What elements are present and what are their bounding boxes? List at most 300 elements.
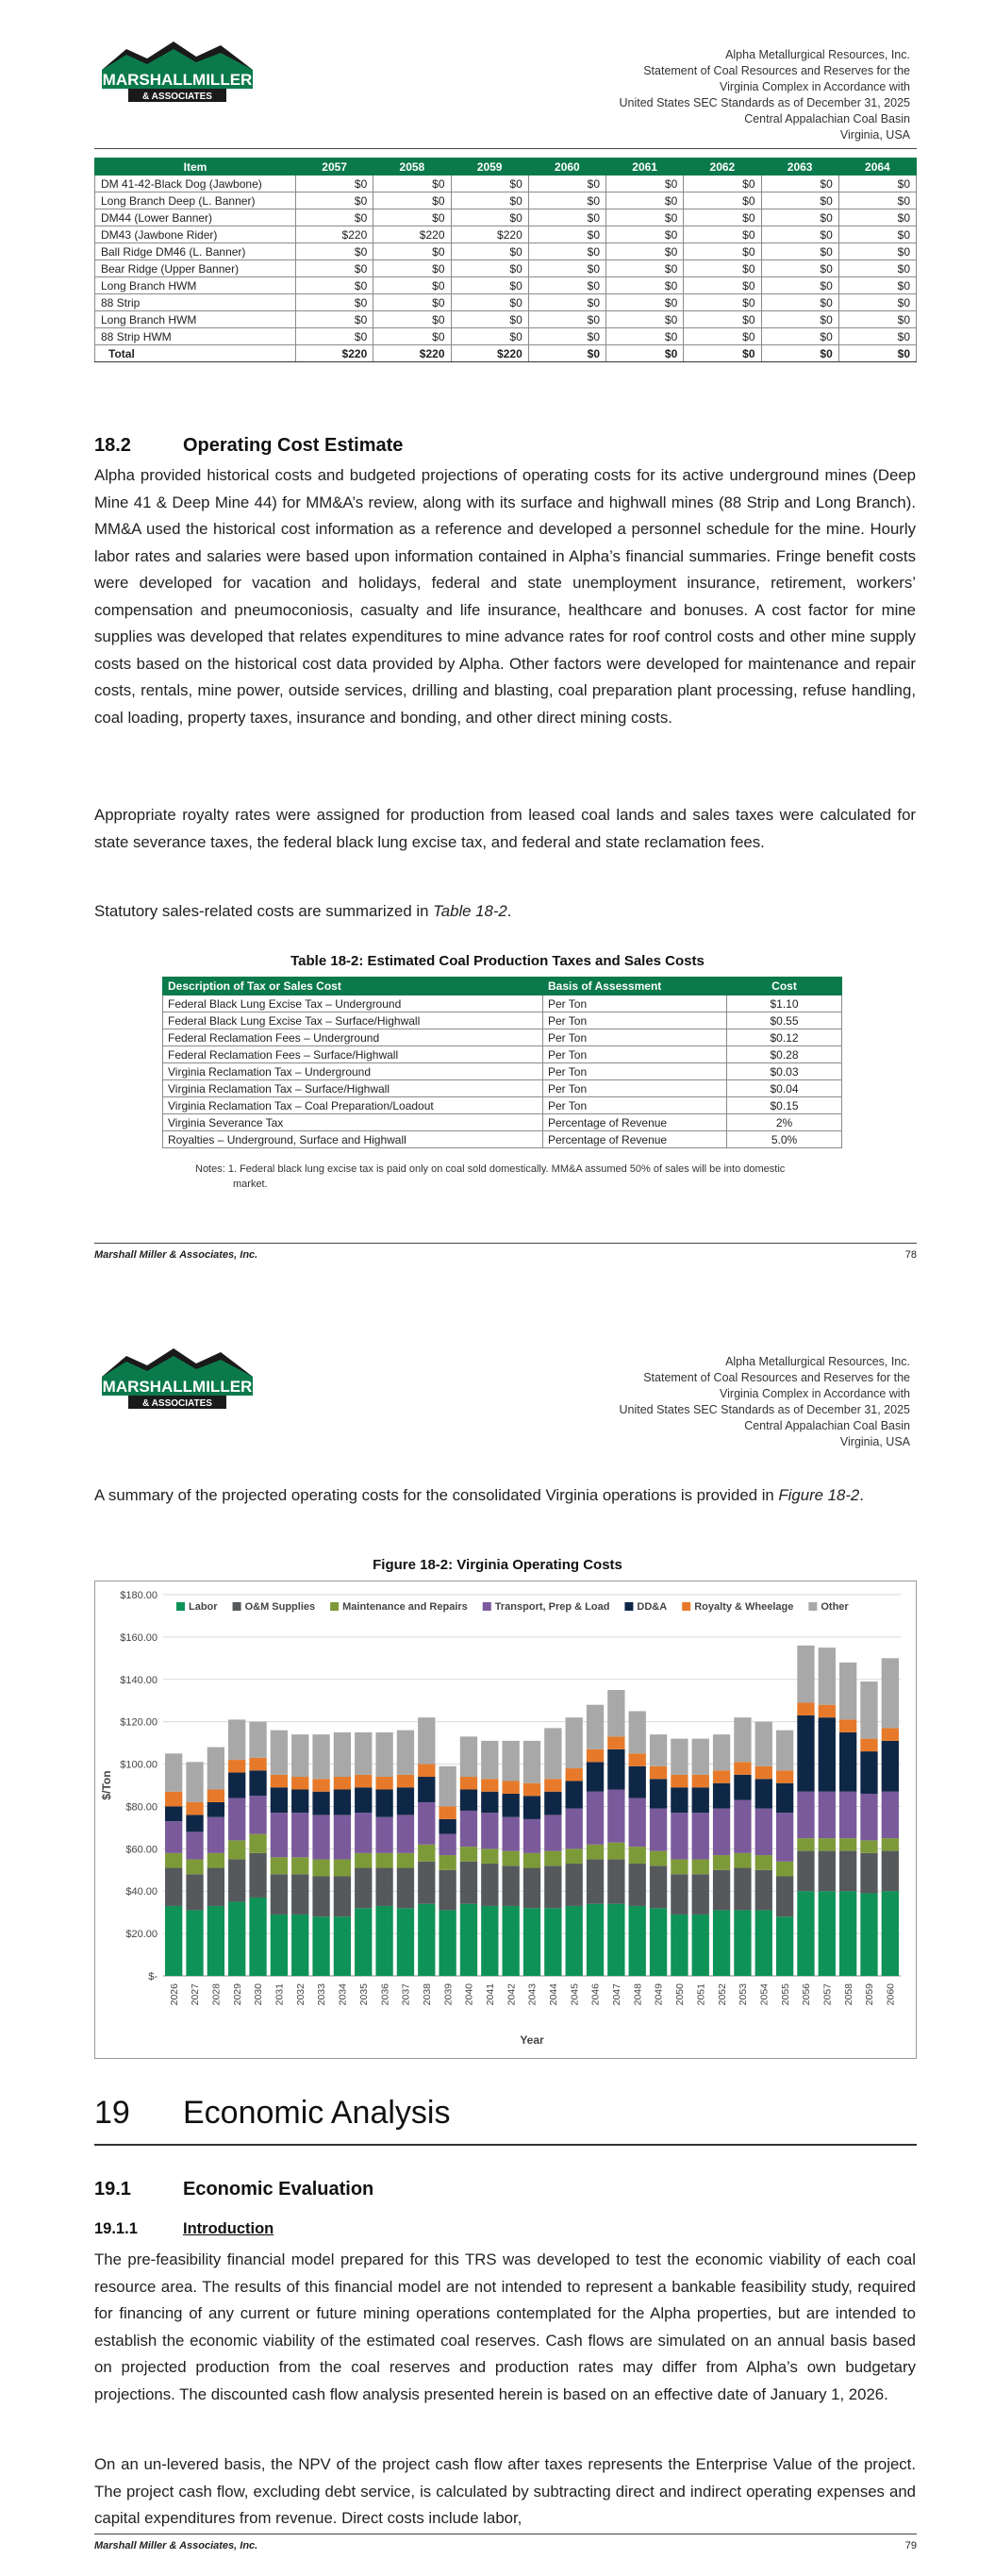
bar-segment [566, 1768, 583, 1781]
section-heading-19-1-1 [94, 2220, 274, 2238]
table-cell: $0 [296, 176, 373, 192]
column-header: 2061 [606, 159, 684, 176]
bar-segment [692, 1739, 709, 1775]
bar-segment [228, 1773, 245, 1798]
section-heading-18-2 [94, 435, 403, 457]
table-cell: Federal Reclamation Fees – Surface/Highwall [163, 1046, 543, 1063]
table-cell: $0 [684, 176, 761, 192]
bar-segment [249, 1898, 266, 1976]
page-number: 79 [904, 2540, 917, 2551]
bar-segment [734, 1775, 751, 1800]
header-line: United States SEC Standards as of December 31, 2025 [619, 1403, 910, 1416]
bar-segment [207, 1817, 224, 1853]
table-cell: $0 [528, 176, 605, 192]
paragraph [94, 898, 916, 926]
x-tick-label: 2051 [695, 1983, 707, 2006]
bar-segment [882, 1728, 899, 1740]
bar-segment [692, 1874, 709, 1915]
table-cell: $0 [761, 226, 838, 243]
bar-segment [439, 1870, 456, 1911]
table-cell: $0 [451, 294, 528, 311]
bar-segment [544, 1865, 561, 1908]
bar-segment [312, 1916, 329, 1976]
bar-segment [271, 1915, 288, 1976]
bar-segment [587, 1792, 604, 1845]
table-cell: $0.03 [727, 1063, 842, 1080]
x-tick-label: 2043 [526, 1983, 539, 2006]
bar-segment [502, 1741, 519, 1781]
table-cell: $0 [761, 294, 838, 311]
bar-segment [228, 1798, 245, 1840]
bar-segment [460, 1789, 477, 1810]
table-row [163, 1114, 842, 1131]
table-cell: $0 [451, 192, 528, 209]
table-cell: DM 41-42-Black Dog (Jawbone) [95, 176, 296, 192]
bar-segment [776, 1862, 793, 1877]
bar-segment [523, 1868, 540, 1909]
table-cell: $0 [528, 311, 605, 328]
bar-segment [523, 1819, 540, 1853]
bar-segment [755, 1870, 772, 1911]
paragraph: On an un-levered basis, the NPV of the project cash flow after taxes represents the Enterprise Value of the project. The project cash flow, excluding debt service, is calculated by subtracting direct and indirect operating expenses and capital expenditures from revenue. Direct costs include labor, [94, 2455, 916, 2527]
legend-swatch [808, 1602, 817, 1611]
bar-segment [629, 1766, 646, 1798]
legend-label: DD&A [637, 1601, 668, 1613]
table-header-row [163, 978, 842, 995]
bar-segment [544, 1728, 561, 1779]
table-cell: $0 [838, 176, 916, 192]
header-line: Alpha Metallurgical Resources, Inc. [725, 1355, 910, 1368]
bar-segment [312, 1860, 329, 1877]
bar-segment [165, 1821, 182, 1853]
table-cell: $0 [528, 294, 605, 311]
table-cell: $0.15 [727, 1097, 842, 1114]
bar-segment [186, 1860, 203, 1875]
bar-segment [355, 1853, 372, 1868]
figure-caption: Figure 18-2: Virginia Operating Costs [373, 1557, 622, 1573]
x-tick-label: 2040 [463, 1983, 475, 2006]
x-tick-label: 2055 [779, 1983, 791, 2006]
table-cell: $0 [684, 260, 761, 277]
table-cell: Per Ton [543, 1046, 727, 1063]
y-tick-label: $100.00 [120, 1759, 158, 1771]
bar-segment [819, 1792, 836, 1838]
paragraph: Appropriate royalty rates were assigned for production from leased coal lands and sales taxes were calculated for state severance taxes, the federal black lung excise tax, and federal and state reclamation fees. [94, 806, 916, 851]
legend-label: Transport, Prep & Load [494, 1601, 610, 1613]
bar-segment [502, 1865, 519, 1906]
table-header-row [95, 159, 917, 176]
bar-segment [186, 1910, 203, 1976]
bar-segment [860, 1794, 877, 1840]
page-footer [94, 2534, 917, 2551]
bar-segment [397, 1775, 414, 1787]
bar-segment [460, 1811, 477, 1847]
bar-segment [523, 1783, 540, 1796]
legend-label: Maintenance and Repairs [342, 1601, 468, 1613]
table-cell: $0 [606, 345, 684, 362]
bar-segment [839, 1851, 856, 1892]
bar-segment [734, 1868, 751, 1911]
bar-segment [375, 1906, 392, 1976]
table-cell: $0 [838, 294, 916, 311]
bar-segment [375, 1789, 392, 1816]
bar-segment [776, 1770, 793, 1782]
table-cell: $0 [606, 243, 684, 260]
bar-segment [355, 1813, 372, 1853]
table-row [163, 1131, 842, 1148]
table-cell: $0.04 [727, 1080, 842, 1097]
header-line: Statement of Coal Resources and Reserves for the [643, 1371, 910, 1384]
bar-segment [692, 1860, 709, 1875]
bar-segment [502, 1781, 519, 1794]
svg-text:MARSHALLMILLER: MARSHALLMILLER [102, 71, 253, 89]
table-cell: Per Ton [543, 1097, 727, 1114]
bar-segment [207, 1853, 224, 1868]
table-cell: $0 [684, 311, 761, 328]
table-cell: $0 [838, 277, 916, 294]
y-tick-label: $80.00 [125, 1801, 158, 1814]
bar-segment [882, 1792, 899, 1838]
x-tick-label: 2032 [294, 1983, 307, 2006]
bar-segment [587, 1762, 604, 1791]
document-page-78 [0, 0, 995, 1283]
table-row [95, 209, 917, 226]
table-cell: $0 [296, 294, 373, 311]
bar-segment [629, 1906, 646, 1976]
table-cell: $220 [296, 345, 373, 362]
table-cell: $0 [606, 260, 684, 277]
bar-segment [566, 1809, 583, 1849]
section-title: Economic Evaluation [183, 2179, 374, 2200]
bar-segment [481, 1906, 498, 1976]
bar-segment [713, 1770, 730, 1782]
x-tick-label: 2026 [168, 1983, 180, 2006]
x-tick-label: 2056 [801, 1983, 813, 2006]
bar-segment [228, 1719, 245, 1760]
table-cell: $0 [373, 294, 451, 311]
bar-segment [397, 1815, 414, 1852]
bar-segment [334, 1860, 351, 1877]
bar-segment [355, 1775, 372, 1787]
table-cell: $0 [684, 294, 761, 311]
bar-segment [650, 1779, 667, 1808]
paragraph: Alpha provided historical costs and budgeted projections of operating costs for its active underground mines (Deep Mine 41 & Deep Mine 44) for MM&A’s review, along with its surface and highwall mines (88 Strip and Long Branch). MM&A used the historical cost information as a reference and developed a personnel schedule for the mine. Hourly labor rates and salaries were based upon information contained in Alpha’s financial summaries. Fringe benefit costs were developed for vacation and holidays, federal and state unemployment insurance, retirement, workers’ compensation and pneumoconiosis, casualty and life insurance, healthcare and bonuses. A cost factor for mine supplies was developed that relates expenditures to mine advance rates for roof control costs and other mine supply costs based on the historical cost data provided by Alpha. Other factors were developed for maintenance and repair costs, rentals, mine power, outside services, drilling and blasting, coal preparation plant processing, refuse handling, coal loading, property taxes, insurance and bonding, and other direct mining costs. [94, 466, 916, 727]
bar-segment [439, 1855, 456, 1870]
bar-segment [334, 1877, 351, 1917]
table-cell: 88 Strip HWM [95, 328, 296, 345]
x-tick-label: 2044 [548, 1983, 560, 2006]
table-cell: $0 [528, 192, 605, 209]
svg-text:& ASSOCIATES: & ASSOCIATES [142, 1398, 212, 1409]
y-tick-label: $- [148, 1971, 158, 1982]
bar-segment [860, 1840, 877, 1852]
table-cell: 88 Strip [95, 294, 296, 311]
bar-segment [439, 1806, 456, 1818]
table-cell: $0 [761, 345, 838, 362]
bar-segment [650, 1908, 667, 1976]
table-note [195, 1162, 855, 1192]
header-line: Virginia Complex in Accordance with [720, 1387, 910, 1400]
bar-segment [797, 1792, 814, 1838]
bar-segment [165, 1806, 182, 1821]
bar-segment [776, 1813, 793, 1862]
bar-segment [544, 1815, 561, 1850]
bar-segment [650, 1851, 667, 1866]
bar-segment [397, 1731, 414, 1775]
table-cell: 5.0% [727, 1131, 842, 1148]
bar-segment [249, 1758, 266, 1770]
legend-swatch [330, 1602, 339, 1611]
bar-segment [671, 1787, 688, 1813]
bar-segment [375, 1868, 392, 1906]
table-cell: Royalties – Underground, Surface and Highwall [163, 1131, 543, 1148]
header-line: Alpha Metallurgical Resources, Inc. [725, 48, 910, 61]
bar-segment [334, 1732, 351, 1777]
bar-segment [776, 1731, 793, 1771]
table-cell: $0 [761, 209, 838, 226]
legend-swatch [682, 1602, 690, 1611]
section-title: Economic Analysis [183, 2095, 451, 2131]
bar-segment [734, 1853, 751, 1868]
x-tick-label: 2048 [632, 1983, 644, 2006]
page-number: 78 [904, 1249, 917, 1261]
bar-segment [165, 1753, 182, 1791]
table-row [95, 192, 917, 209]
bar-segment [797, 1851, 814, 1892]
section-number: 18.2 [94, 435, 131, 456]
table-cell: Bear Ridge (Upper Banner) [95, 260, 296, 277]
bar-segment [397, 1787, 414, 1815]
bar-segment [692, 1787, 709, 1813]
legend-swatch [233, 1602, 241, 1611]
bar-segment [819, 1717, 836, 1792]
bar-segment [755, 1779, 772, 1808]
bar-segment [439, 1819, 456, 1834]
legend-label: Labor [189, 1601, 218, 1613]
bar-segment [544, 1851, 561, 1866]
bar-segment [397, 1853, 414, 1868]
bar-segment [839, 1838, 856, 1850]
y-tick-label: $160.00 [120, 1631, 158, 1644]
bar-segment [186, 1874, 203, 1910]
bar-segment [291, 1734, 308, 1777]
bar-segment [502, 1817, 519, 1851]
bar-segment [860, 1751, 877, 1794]
bar-segment [713, 1855, 730, 1870]
bar-segment [418, 1845, 435, 1862]
legend-swatch [483, 1602, 491, 1611]
bar-segment [776, 1877, 793, 1917]
bar-segment [650, 1734, 667, 1766]
column-header: Basis of Assessment [543, 978, 727, 995]
table-cell: $0 [451, 176, 528, 192]
table-cell: $0 [296, 328, 373, 345]
table-cell: $0 [684, 243, 761, 260]
table-cell: $0 [761, 243, 838, 260]
table-cell: $0 [838, 260, 916, 277]
x-tick-label: 2039 [442, 1983, 455, 2006]
table-cell: Long Branch HWM [95, 277, 296, 294]
x-tick-label: 2027 [190, 1983, 202, 2006]
text-run: Statutory sales-related costs are summarized in [94, 902, 434, 920]
table-cell: Percentage of Revenue [543, 1131, 727, 1148]
bar-segment [249, 1834, 266, 1853]
bar-segment [713, 1783, 730, 1809]
bar-segment [882, 1851, 899, 1892]
table-cell: $0.55 [727, 1012, 842, 1029]
table-cell: $0 [761, 277, 838, 294]
bar-segment [460, 1904, 477, 1976]
bar-segment [587, 1845, 604, 1860]
x-axis-title: Year [520, 2033, 544, 2047]
text-run: A summary of the projected operating costs for the consolidated Virginia operations is provided in [94, 1486, 779, 1504]
bar-segment [755, 1766, 772, 1779]
table-cell: Federal Reclamation Fees – Underground [163, 1029, 543, 1046]
bar-segment [713, 1809, 730, 1855]
bar-segment [249, 1770, 266, 1796]
bar-segment [312, 1815, 329, 1859]
bar-segment [692, 1915, 709, 1976]
table-cell: $0 [528, 260, 605, 277]
bar-segment [207, 1868, 224, 1906]
table-cell: Percentage of Revenue [543, 1114, 727, 1131]
table-row [163, 1046, 842, 1063]
table-row [95, 176, 917, 192]
bar-segment [544, 1908, 561, 1976]
x-tick-label: 2037 [400, 1983, 412, 2006]
bar-segment [882, 1838, 899, 1850]
bar-segment [839, 1792, 856, 1838]
section-heading-19 [94, 2095, 917, 2146]
document-header [619, 1354, 910, 1450]
table-cell: $0 [528, 277, 605, 294]
header-line: Central Appalachian Coal Basin [744, 112, 910, 125]
tax-table [162, 977, 842, 1148]
bar-segment [755, 1722, 772, 1766]
table-cell: $0 [606, 226, 684, 243]
table-cell: $0 [838, 226, 916, 243]
table-cell: $0.28 [727, 1046, 842, 1063]
table-cell: Per Ton [543, 1012, 727, 1029]
bar-segment [186, 1762, 203, 1802]
bar-segment [481, 1792, 498, 1813]
bar-segment [523, 1908, 540, 1976]
bar-segment [418, 1765, 435, 1777]
table-cell: Per Ton [543, 1029, 727, 1046]
marshall-miller-logo [98, 1343, 257, 1414]
table-cell: $0 [528, 226, 605, 243]
bar-segment [397, 1908, 414, 1976]
bar-segment [797, 1838, 814, 1850]
bar-segment [839, 1719, 856, 1731]
table-row [163, 1063, 842, 1080]
document-page-79 [0, 1307, 995, 2576]
bar-segment [650, 1865, 667, 1908]
bar-segment [418, 1777, 435, 1802]
x-tick-label: 2052 [716, 1983, 728, 2006]
bar-segment [860, 1739, 877, 1751]
footer-company: Marshall Miller & Associates, Inc. [94, 2540, 258, 2551]
bar-segment [186, 1832, 203, 1859]
bar-segment [797, 1891, 814, 1976]
bar-segment [271, 1813, 288, 1857]
svg-text:MARSHALLMILLER: MARSHALLMILLER [102, 1378, 253, 1396]
bar-segment [291, 1777, 308, 1789]
table-cell: 2% [727, 1114, 842, 1131]
bar-segment [355, 1868, 372, 1909]
x-tick-label: 2058 [842, 1983, 854, 2006]
bar-segment [797, 1646, 814, 1703]
bar-segment [249, 1722, 266, 1758]
table-row [163, 1029, 842, 1046]
chart-canvas [95, 1581, 916, 2058]
bar-segment [375, 1732, 392, 1777]
bar-segment [776, 1916, 793, 1976]
bar-segment [650, 1809, 667, 1851]
paragraph: The pre-feasibility financial model prepared for this TRS was developed to test the economic viability of each coal resource area. The results of this financial model are not intended to represent a bankable feasibility study, required for financing of any current or future mining operations contemplated for the Alpha properties, but are intended to establish the economic viability of the estimated coal reserves. Cash flows are simulated on an annual basis based on projected production from the coal reserves and production rates may differ from Alpha’s own budgetary projections. The discounted cash flow analysis presented herein is based on an effective date of January 1, 2026. [94, 2250, 916, 2403]
bar-segment [734, 1800, 751, 1853]
column-header: Description of Tax or Sales Cost [163, 978, 543, 995]
bar-segment [629, 1847, 646, 1864]
bar-segment [755, 1910, 772, 1976]
bar-segment [271, 1787, 288, 1813]
table-cell: $0 [451, 209, 528, 226]
bar-segment [607, 1749, 624, 1790]
bar-segment [460, 1847, 477, 1862]
x-tick-label: 2057 [821, 1983, 834, 2006]
table-cell: $0 [373, 328, 451, 345]
column-header: 2059 [451, 159, 528, 176]
table-cell: Per Ton [543, 1080, 727, 1097]
bar-segment [291, 1857, 308, 1874]
table-cell: $0 [296, 243, 373, 260]
table-row [95, 260, 917, 277]
table-cell: $0 [838, 192, 916, 209]
bar-segment [481, 1813, 498, 1848]
bar-segment [165, 1868, 182, 1906]
bar-segment [312, 1792, 329, 1815]
bar-segment [291, 1789, 308, 1813]
bar-segment [797, 1702, 814, 1715]
bar-segment [207, 1748, 224, 1790]
section-number: 19.1 [94, 2179, 131, 2200]
note-line: Notes: 1. Federal black lung excise tax is paid only on coal sold domestically. MM&A assumed 50% of sales will be into domestic [195, 1163, 786, 1175]
table-cell: DM43 (Jawbone Rider) [95, 226, 296, 243]
bar-segment [481, 1741, 498, 1779]
bar-segment [882, 1658, 899, 1728]
bar-segment [671, 1915, 688, 1976]
bar-segment [860, 1853, 877, 1894]
bar-segment [544, 1779, 561, 1791]
bar-segment [186, 1815, 203, 1832]
section-title: Introduction [183, 2220, 274, 2237]
header-line: Central Appalachian Coal Basin [744, 1419, 910, 1432]
table-cell: $0 [606, 328, 684, 345]
table-cell: $0 [606, 176, 684, 192]
bar-segment [860, 1893, 877, 1976]
table-cell: Per Ton [543, 1063, 727, 1080]
column-header: Cost [727, 978, 842, 995]
table-cell: $0 [373, 192, 451, 209]
table-cell: $0 [528, 209, 605, 226]
x-tick-label: 2030 [253, 1983, 265, 2006]
bar-segment [629, 1711, 646, 1753]
x-tick-label: 2035 [357, 1983, 370, 2006]
section-title: Operating Cost Estimate [183, 435, 404, 456]
bar-segment [776, 1783, 793, 1813]
column-header: 2060 [528, 159, 605, 176]
table-cell: $0 [296, 192, 373, 209]
